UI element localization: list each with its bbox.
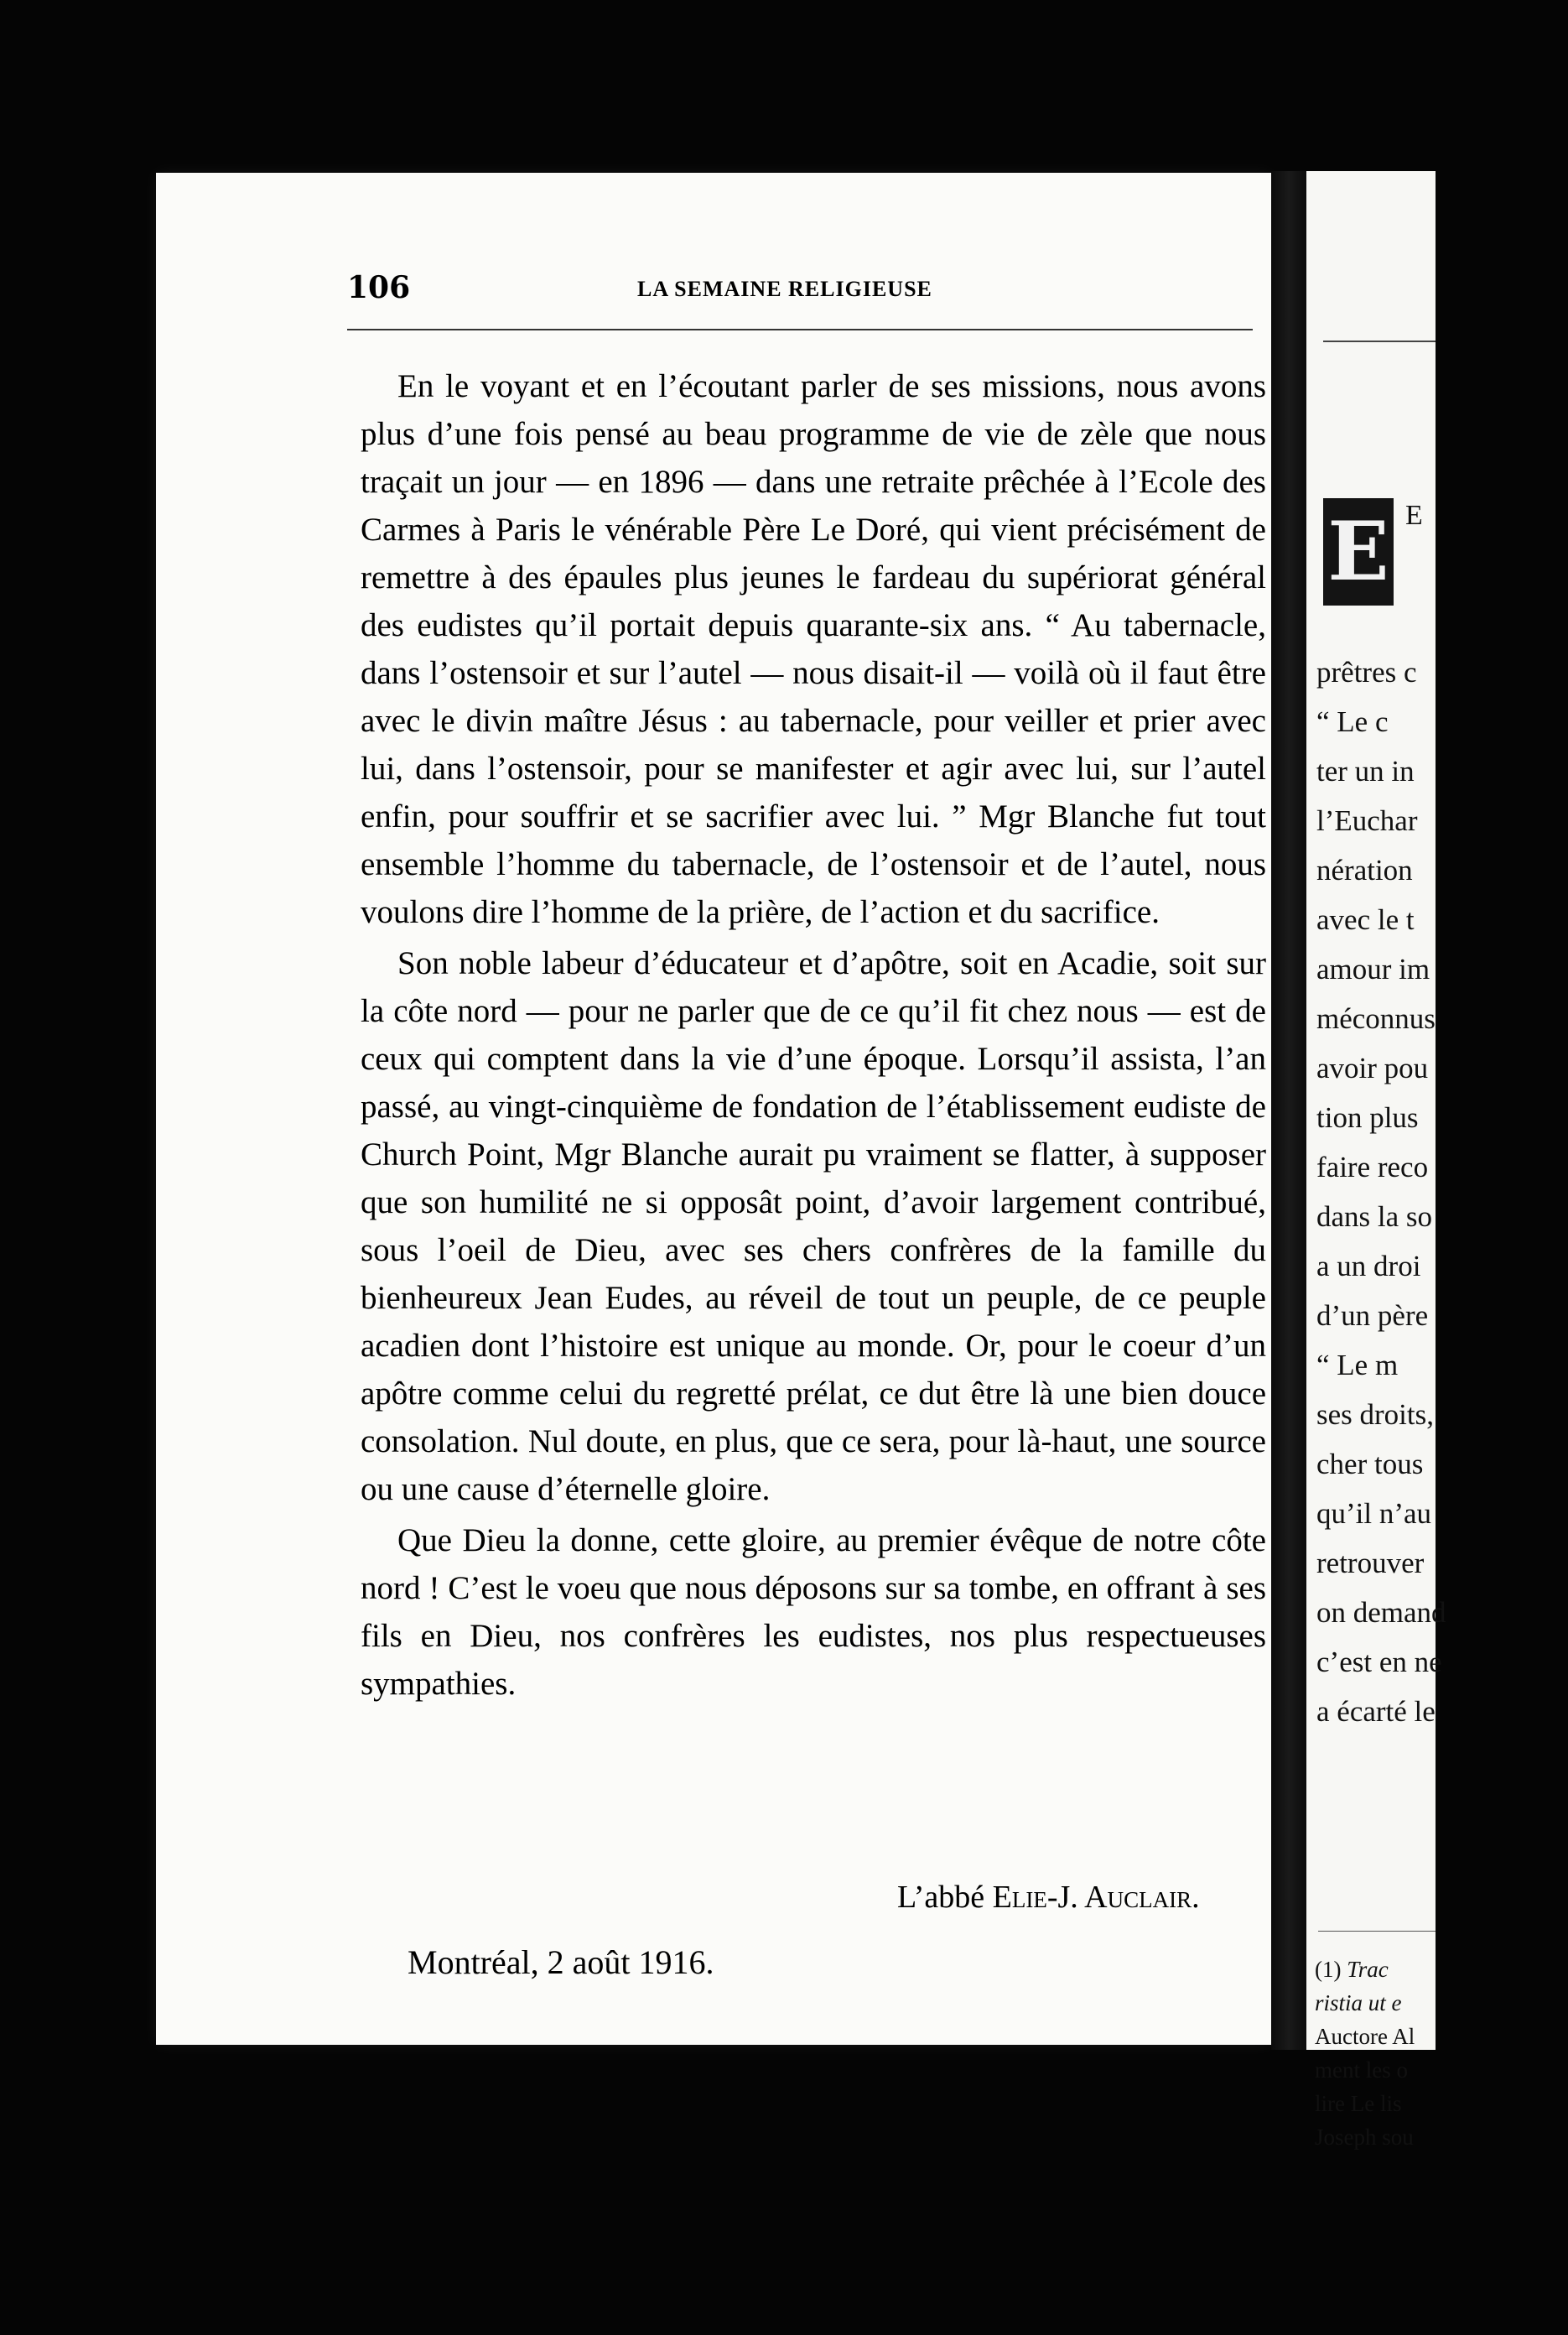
footnote-italic: Trac [1347,1957,1389,1982]
text-line: cher tous [1316,1448,1424,1480]
text-line: amour im [1316,953,1430,985]
text-line: avoir pou [1316,1052,1429,1084]
text-line: l’Euchar [1316,804,1418,837]
drop-cap-initial: E [1323,498,1394,606]
footnote-rule [1318,1931,1436,1932]
text-line: tion plus [1316,1101,1419,1134]
paragraph: En le voyant et en l’écoutant parler de ses missions, nous avons plus d’une fois pensé au beau programme de vie de zèle que nous traçait un jour — en 1896 — dans une retraite prêchée à l’Ecole des Carmes à Paris le vénérable Père Le Doré, qui vient précisément de remettre à des épaules plus jeunes le fardeau du supériorat général des eudistes qu’il portait depuis quarante-six ans. “ Au tabernacle, dans l’ostensoir et sur l’autel — nous disait-il — voilà où il faut être avec le divin maître Jésus : au tabernacle, pour veiller et prier avec lui, dans l’ostensoir, pour se manifester et agir avec lui, sur l’autel enfin, pour souffrir et se sacrifier avec lui. ” Mgr Blanche fut tout ensemble l’homme du tabernacle, de l’ostensoir et de l’autel, nous voulons dire l’homme de la prière, de l’action et du sacrifice. [361,368,1266,930]
journal-title: LA SEMAINE RELIGIEUSE [637,277,932,301]
signature-name: Elie-J. Auclair. [992,1880,1200,1915]
footnote-line: ristia ut e [1315,1990,1402,2015]
footnote-line: Joseph sou [1315,2124,1414,2150]
book-gutter [1271,171,1306,2050]
text-line: d’un père [1316,1299,1429,1332]
signature-prefix: L’abbé [897,1880,993,1915]
footnote-label: (1) [1315,1957,1347,1982]
dateline: Montréal, 2 août 1916. [408,1943,714,1981]
footnotes [1315,1953,1566,2154]
text-line: “ Le c [1316,705,1389,738]
text-line: “ Le m [1316,1349,1399,1381]
header-rule [347,329,1253,330]
text-line: retrouver [1316,1547,1425,1579]
footnote-line: lire Le lis [1315,2091,1402,2116]
paragraph: Son noble labeur d’éducateur et d’apôtre, soit en Acadie, soit sur la côte nord — pour ne parler que de ce qu’il fit chez nous — est de ceux qui comptent dans la vie d’une époque. Lorsqu’il assista, l’an passé, au vingt-cinquième de fondation de l’établissement eudiste de Church Point, Mgr Blanche aurait pu vraiment se flatter, à supposer que son humilité ne si opposât point, d’avoir largement contribué, sous l’oeil de Dieu, avec ses chers confrères de la famille du bienheureux Jean Eudes, au réveil de tout un peuple, de ce peuple acadien dont l’histoire est unique au monde. Or, pour le coeur d’un apôtre comme celui du regretté prélat, ce dut être là une bien douce consolation. Nul doute, en plus, que ce sera, pour là-haut, une source ou une cause d’éternelle gloire. [361,945,1266,1507]
page-number: 106 [347,270,411,305]
text-line: prêtres c [1316,656,1417,689]
text-line: méconnus [1316,1002,1436,1035]
text-line: on demand [1316,1596,1446,1629]
right-page [1306,171,1446,2150]
text-line: faire reco [1316,1151,1429,1183]
running-head [347,270,984,304]
text-line: a un droi [1316,1250,1421,1282]
text-line: qu’il n’au [1316,1497,1432,1530]
article-body [361,362,1266,1711]
text-line: ses droits, [1316,1398,1434,1431]
right-head-rule [1323,341,1436,342]
text-line: dans la so [1316,1200,1433,1233]
text-line: nération [1316,854,1413,887]
footnote-line: Auctore Al [1315,2024,1415,2049]
signature [897,1879,1200,1916]
text-line: avec le t [1316,903,1415,936]
text-line: a écarté le [1316,1695,1436,1728]
footnote-line [1315,1953,1566,1986]
paragraph: Que Dieu la donne, cette gloire, au premier évêque de notre côte nord ! C’est le voeu que nous déposons sur sa tombe, en offrant à ses fils en Dieu, nos confrères les eudistes, nos plus respectueuses sympathies. [361,1522,1266,1702]
text-line: c’est en ne [1316,1646,1442,1678]
drop-cap-tail: E [1405,500,1423,531]
right-page-text [1316,647,1568,1736]
text-line: ter un in [1316,755,1415,788]
footnote-line: ment les o [1315,2057,1408,2083]
